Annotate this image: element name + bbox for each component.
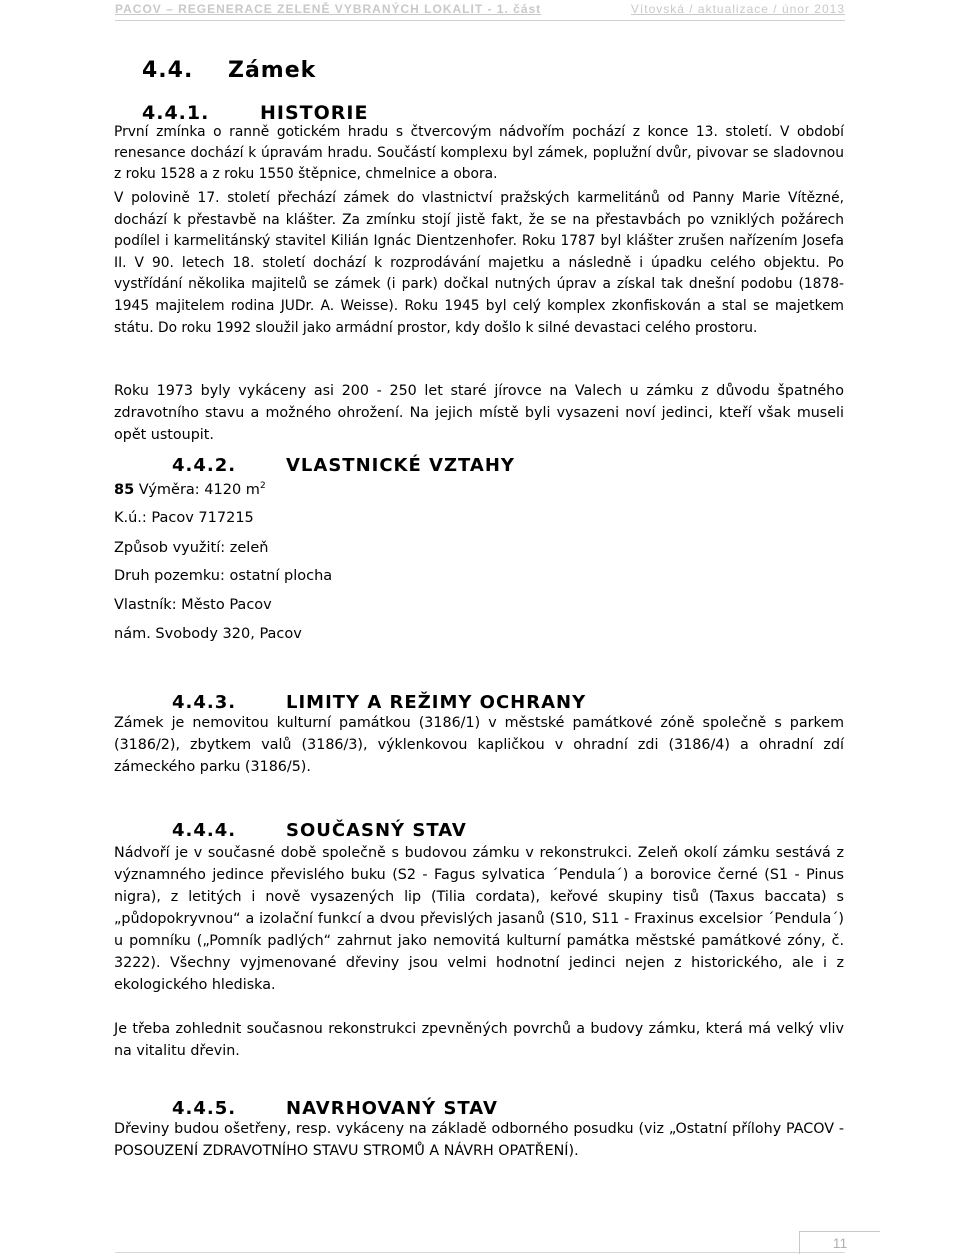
- proposal-paragraph: Dřeviny budou ošetřeny, resp. vykáceny na základě odborného posudku (viz „Ostatní přílohy PACOV - POSOUZENÍ ZDRAVOTNÍHO STAVU STROMŮ A NÁVRH OPATŘENÍ).: [114, 1121, 844, 1159]
- ownership-heading: [172, 455, 515, 476]
- history-paragraph-3: Roku 1973 byly vykáceny asi 200 - 250 let staré jírovce na Valech u zámku z důvodu špatného zdravotního stavu a možného ohrožení. Na jejich místě byli vysazeni noví jedinci, kteří však museli opět ustoupit.: [114, 383, 844, 443]
- area-label: Výměra: 4120 m: [138, 481, 260, 498]
- limits-heading: [172, 692, 586, 713]
- footer-rule: [115, 1252, 845, 1253]
- current-paragraph-2: Je třeba zohlednit současnou rekonstrukci zpevněných povrchů a budovy zámku, která má velký vliv na vitalitu dřevin.: [114, 1021, 844, 1059]
- history-number: 4.4.1.: [142, 102, 210, 124]
- address-line: nám. Svobody 320, Pacov: [114, 626, 302, 642]
- ownership-number: 4.4.2.: [172, 455, 237, 476]
- limits-title: LIMITY A REŽIMY OCHRANY: [286, 692, 587, 713]
- proposal-title: NAVRHOVANÝ STAV: [286, 1098, 498, 1119]
- running-header: [115, 2, 845, 18]
- proposal-heading: [172, 1098, 498, 1119]
- history-title: HISTORIE: [260, 102, 369, 124]
- area-unit-sup: 2: [259, 481, 266, 491]
- page-number: 11: [799, 1231, 880, 1254]
- limits-paragraph: Zámek je nemovitou kulturní památkou (3186/1) v městské památkové zóně společně s parkem (3186/2), zbytkem valů (3186/3), výklenkovou kapličkou v ohradní zdi (3186/4) a ohradní zdí zámeckého parku (3186/5).: [114, 715, 844, 775]
- section-title: Zámek: [228, 58, 317, 83]
- header-rule: [115, 20, 845, 21]
- header-title: PACOV – REGENERACE ZELENĚ VYBRANÝCH LOKALIT - 1. část: [115, 2, 542, 16]
- usage-line: Způsob využití: zeleň: [114, 540, 269, 556]
- proposal-number: 4.4.5.: [172, 1098, 237, 1119]
- limits-number: 4.4.3.: [172, 692, 237, 713]
- header-date: Vítovská / aktualizace / únor 2013: [630, 2, 845, 16]
- area-line: [114, 481, 266, 498]
- current-title: SOUČASNÝ STAV: [286, 820, 467, 841]
- current-heading: [172, 820, 467, 841]
- section-heading: [142, 58, 316, 83]
- current-number: 4.4.4.: [172, 820, 237, 841]
- land-type-line: Druh pozemku: ostatní plocha: [114, 568, 333, 584]
- cadastre-line: K.ú.: Pacov 717215: [114, 510, 254, 526]
- section-number: 4.4.: [142, 58, 194, 83]
- owner-line: Vlastník: Město Pacov: [114, 597, 272, 613]
- history-paragraph-1: První zmínka o ranně gotickém hradu s čtvercovým nádvořím pochází z konce 13. století. V období renesance dochází k úpravám hradu. Součástí komplexu byl zámek, poplužní dvůr, pivovar se sladovnou z roku 1528 a z roku 1550 štěpnice, chmelnice a obora.: [114, 124, 844, 182]
- area-id: 85: [114, 481, 135, 498]
- history-paragraph-2: V polovině 17. století přechází zámek do vlastnictví pražských karmelitánů od Panny Marie Vítězné, dochází k přestavbě na klášter. Za zmínku stojí jistě fakt, že se na přestavbách po vzniklých požárech podílel i karmelitánský stavitel Kilián Ignác Dientzenhofer. Roku 1787 byl klášter zrušen nařízením Josefa II. V 90. letech 18. století dochází k rozprodávání majetku a následně i úpadku celého objektu. Po vystřídání několika majitelů se zámek (i park) dočkal nutných úprav a získal tak dnešní podobu (1878-1945 majitelem rodina JUDr. A. Weisse). Roku 1945 byl celý komplex zkonfiskován a stal se majetkem státu. Do roku 1992 sloužil jako armádní prostor, kdy došlo k silné devastaci celého prostoru.: [114, 190, 844, 336]
- ownership-title: VLASTNICKÉ VZTAHY: [286, 455, 515, 476]
- history-heading: [142, 102, 368, 124]
- current-paragraph-1: Nádvoří je v současné době společně s budovou zámku v rekonstrukci. Zeleň okolí zámku sestává z významného jedince převislého buku (S2 - Fagus sylvatica ´Pendula´) a borovice černé (S1 - Pinus nigra), z letitých i nově vysazených lip (Tilia cordata), keřové skupiny tisů (Taxus baccata) s „půdopokryvnou“ a izolační funkcí a dvou převislých jasanů (S10, S11 - Fraxinus excelsior ´Pendula´) u pomníku („Pomník padlých“ zahrnut jako nemovitá kulturní památka městské památkové zóny, č. 3222). Všechny vyjmenované dřeviny jsou velmi hodnotní jedinci nejen z historického, ale i z ekologického hlediska.: [114, 845, 844, 993]
